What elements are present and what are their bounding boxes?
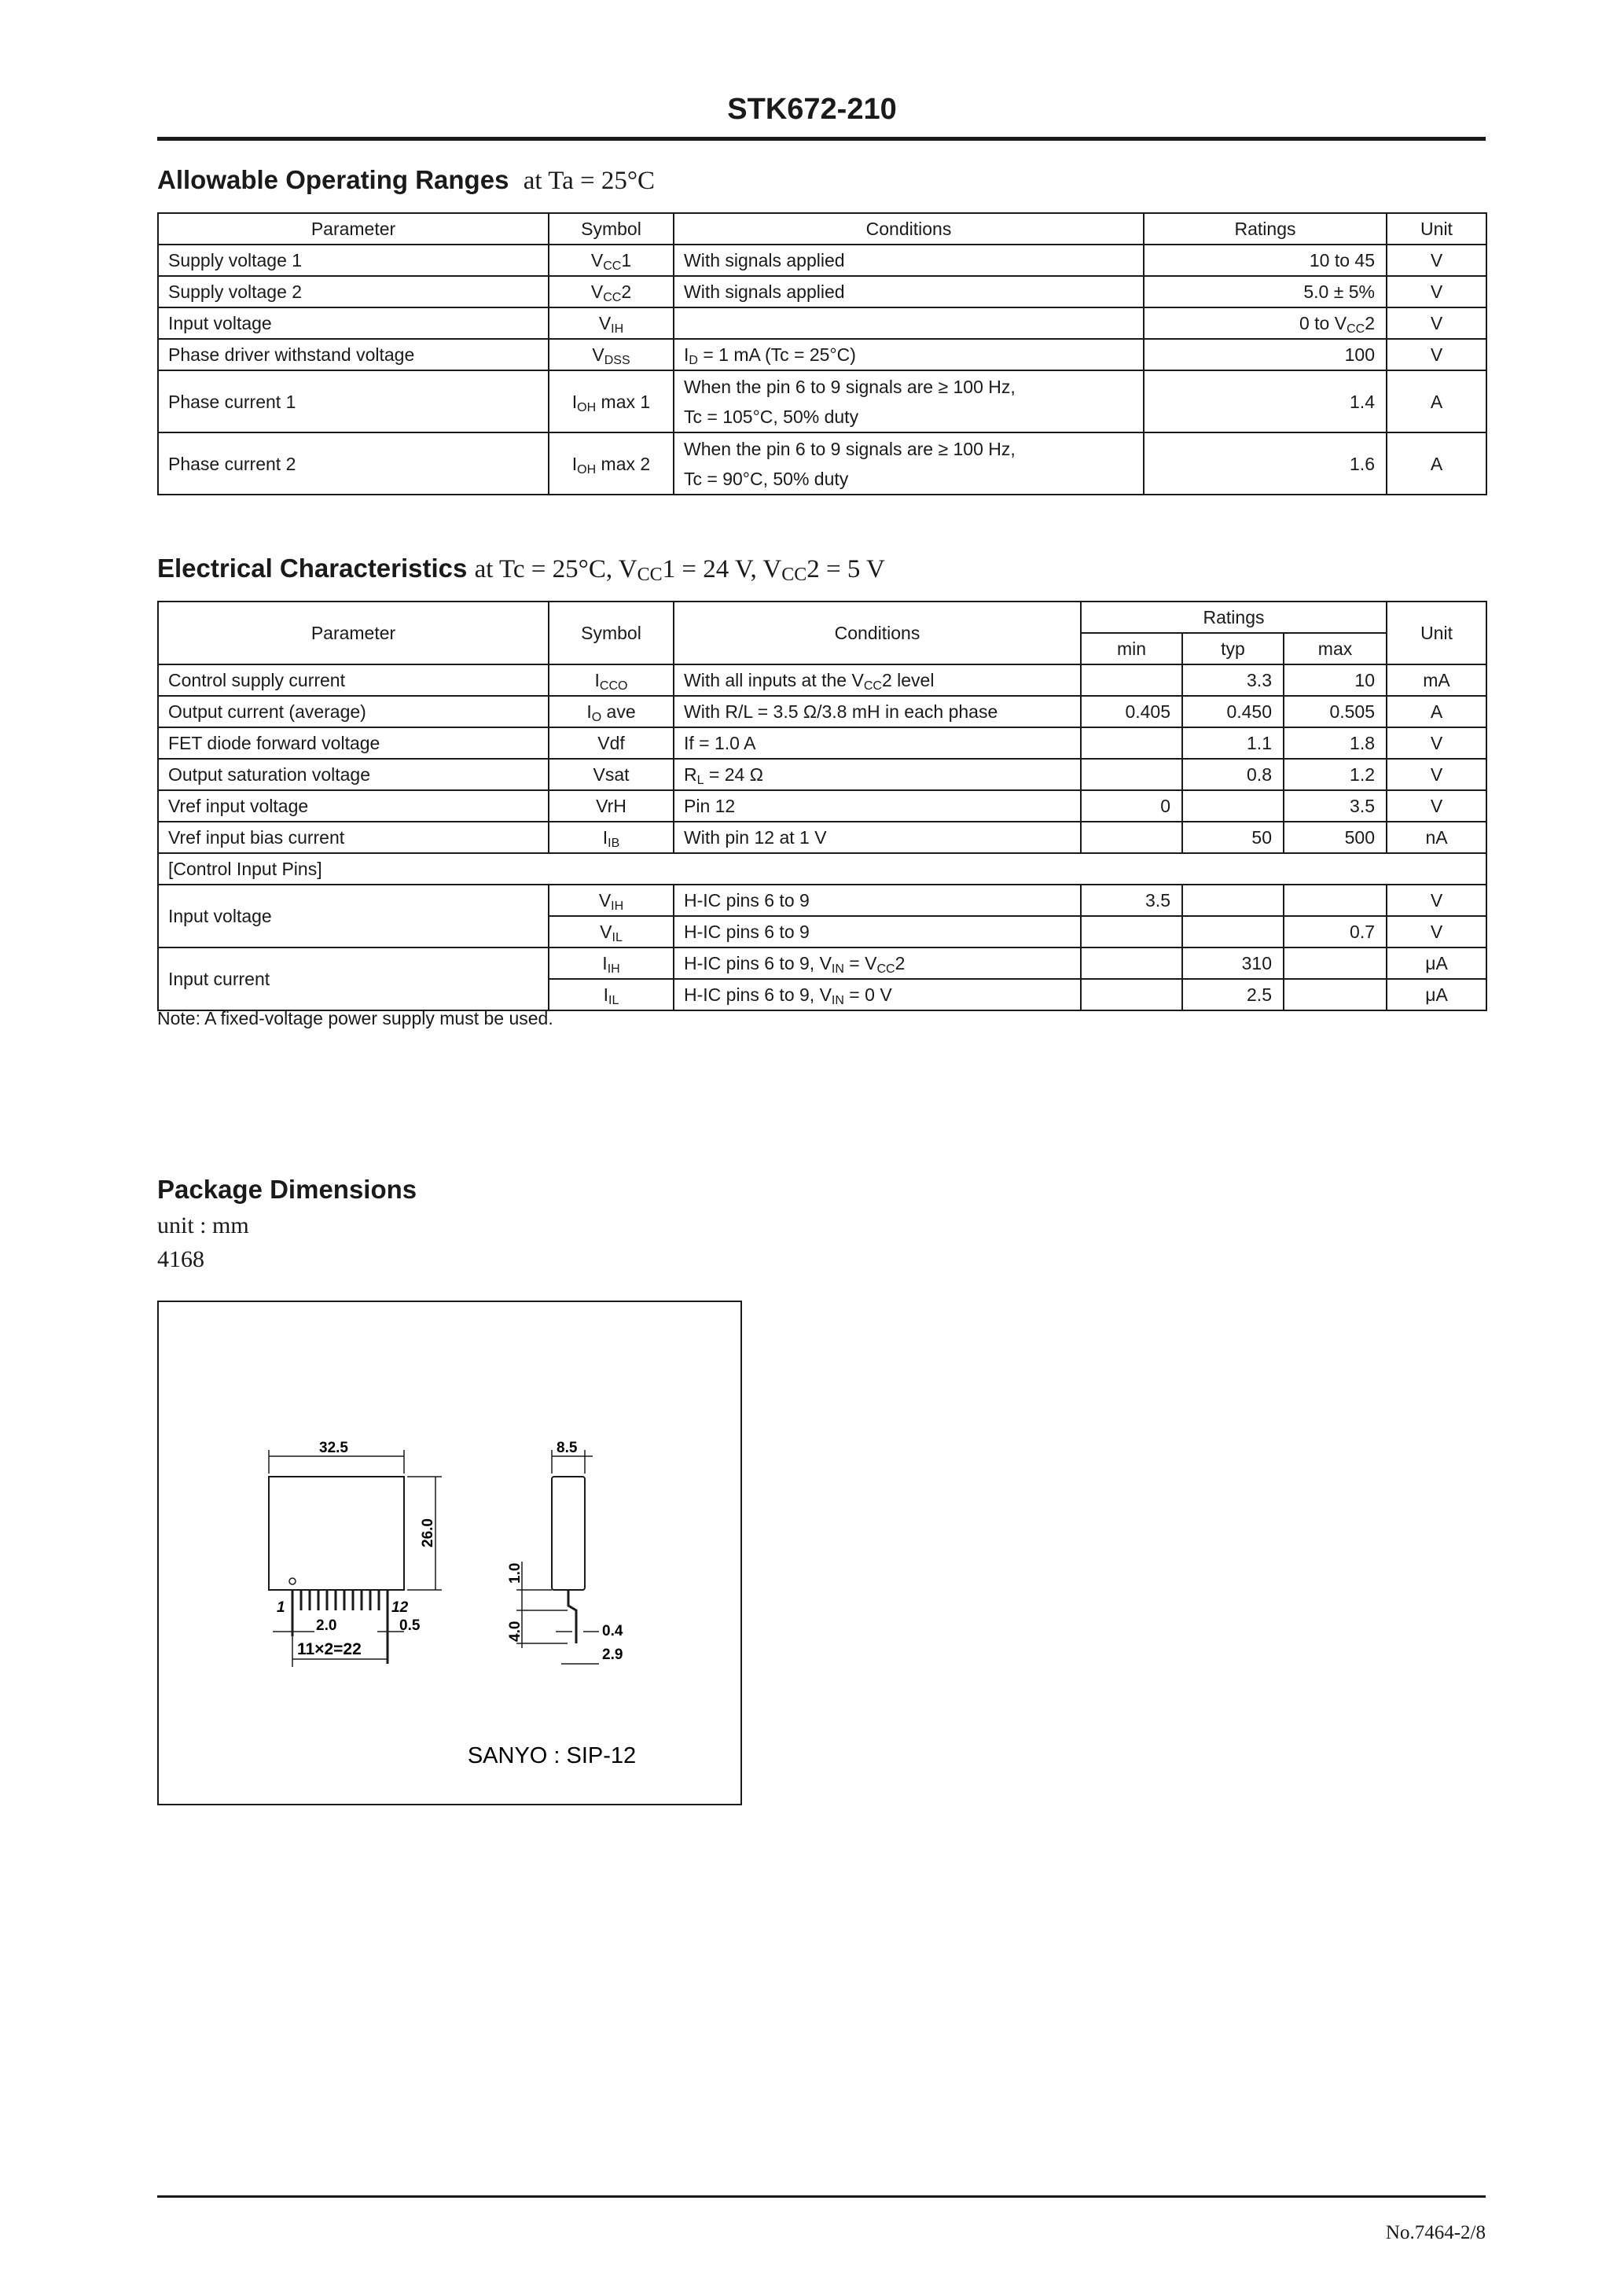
- symbol-main: I: [603, 984, 609, 1005]
- cond-sub: CC: [863, 679, 882, 693]
- cell-unit: V: [1387, 916, 1486, 947]
- cell-parameter: Input current: [158, 947, 549, 1010]
- cell-max: 0.505: [1284, 696, 1387, 727]
- cell-symbol: [549, 432, 674, 495]
- cell-parameter: FET diode forward voltage: [158, 727, 549, 759]
- header-parameter: Parameter: [158, 213, 549, 245]
- cell-max: 1.2: [1284, 759, 1387, 790]
- cond-main: R: [684, 764, 697, 785]
- cond-after: 2: [895, 953, 906, 973]
- table-row: [158, 370, 1486, 432]
- symbol-sub: CC: [603, 259, 622, 273]
- symbol-sub: OH: [577, 462, 597, 476]
- cell-unit: μA: [1387, 979, 1486, 1010]
- electrical-title: [157, 554, 885, 584]
- cell-max: 10: [1284, 664, 1387, 696]
- cond-part-c: 2 = 5 V: [806, 555, 885, 583]
- cell-typ: [1182, 916, 1284, 947]
- cond-sub: L: [696, 774, 704, 787]
- header-conditions: Conditions: [674, 213, 1144, 245]
- header-max: max: [1284, 633, 1387, 664]
- electrical-condition: [475, 555, 885, 583]
- cell-max: [1284, 947, 1387, 979]
- symbol-after: 2: [621, 281, 632, 302]
- cell-typ: [1182, 790, 1284, 822]
- electrical-table: [157, 601, 1487, 1011]
- cell-parameter: Control supply current: [158, 664, 549, 696]
- table-row: [158, 790, 1486, 822]
- cell-symbol: [549, 370, 674, 432]
- symbol-main: V: [590, 250, 604, 270]
- table-row: [158, 759, 1486, 790]
- package-code: 4168: [157, 1246, 204, 1272]
- cell-rating: 1.6: [1144, 432, 1387, 495]
- cell-rating: 10 to 45: [1144, 245, 1387, 276]
- rating-sub: CC: [1347, 322, 1365, 336]
- cell-max: [1284, 885, 1387, 916]
- cell-max: 1.8: [1284, 727, 1387, 759]
- cell-symbol: [549, 916, 674, 947]
- dim-lead-standoff: 1.0: [507, 1562, 524, 1584]
- cond-sub-2: CC: [876, 962, 895, 976]
- cell-conditions: With signals applied: [674, 245, 1144, 276]
- cell-parameter: Output saturation voltage: [158, 759, 549, 790]
- cell-typ: 310: [1182, 947, 1284, 979]
- table-row: [158, 885, 1486, 916]
- package-title: Package Dimensions: [157, 1175, 417, 1204]
- allowable-title: [157, 165, 655, 196]
- part-number-title: STK672-210: [727, 93, 897, 126]
- cond-main: H-IC pins 6 to 9, V: [684, 984, 832, 1005]
- table-row: [158, 696, 1486, 727]
- cell-parameter: Supply voltage 1: [158, 245, 549, 276]
- doc-number: No.7464-2/8: [1385, 2222, 1486, 2243]
- symbol-main: I: [571, 453, 578, 474]
- cell-unit: nA: [1387, 822, 1486, 853]
- cell-conditions: [674, 370, 1144, 432]
- package-drawing-box: [157, 1301, 742, 1805]
- cell-parameter: Phase driver withstand voltage: [158, 339, 549, 370]
- symbol-after: max 1: [596, 391, 651, 412]
- cell-conditions: [674, 979, 1081, 1010]
- cell-symbol: Vdf: [549, 727, 674, 759]
- cell-conditions: H-IC pins 6 to 9: [674, 885, 1081, 916]
- header-unit: Unit: [1387, 602, 1486, 664]
- cell-unit: A: [1387, 432, 1486, 495]
- symbol-main: I: [602, 827, 608, 848]
- symbol-after: 1: [621, 250, 632, 270]
- header-conditions: Conditions: [674, 602, 1081, 664]
- package-leads: [292, 1590, 388, 1610]
- rating-main: 0 to V: [1299, 313, 1347, 333]
- cell-unit: V: [1387, 307, 1486, 339]
- cell-unit: μA: [1387, 947, 1486, 979]
- cell-typ: 0.450: [1182, 696, 1284, 727]
- cell-min: 3.5: [1081, 885, 1182, 916]
- note-text: Note: A fixed-voltage power supply must be used.: [157, 1008, 553, 1028]
- cell-conditions: H-IC pins 6 to 9: [674, 916, 1081, 947]
- symbol-sub: DSS: [604, 354, 630, 367]
- cell-unit: mA: [1387, 664, 1486, 696]
- cell-typ: 1.1: [1182, 727, 1284, 759]
- header-symbol: Symbol: [549, 602, 674, 664]
- dim-pitch: 2.0: [316, 1617, 337, 1634]
- symbol-sub: IL: [612, 931, 623, 944]
- cond-after: 2 level: [881, 670, 935, 690]
- cell-typ: 2.5: [1182, 979, 1284, 1010]
- cell-conditions: [674, 947, 1081, 979]
- dim-depth: 8.5: [557, 1440, 578, 1456]
- symbol-main: V: [590, 281, 604, 302]
- dim-height: 26.0: [420, 1518, 436, 1547]
- cell-symbol: [549, 822, 674, 853]
- header-ratings: Ratings: [1081, 602, 1387, 633]
- cell-rating: [1144, 307, 1387, 339]
- group-label-control-input-pins: [Control Input Pins]: [158, 853, 1486, 885]
- cell-min: [1081, 947, 1182, 979]
- cell-typ: 0.8: [1182, 759, 1284, 790]
- cond-main: With all inputs at the V: [684, 670, 864, 690]
- cell-unit: V: [1387, 790, 1486, 822]
- lead-dimension: [516, 1562, 599, 1664]
- cell-min: 0.405: [1081, 696, 1182, 727]
- cond-sub: IN: [831, 994, 844, 1007]
- table-row: [158, 276, 1486, 307]
- symbol-sub: IH: [607, 962, 620, 976]
- header-rule: [157, 137, 1486, 141]
- cond-line-2: Tc = 90°C, 50% duty: [684, 468, 849, 489]
- cell-min: [1081, 822, 1182, 853]
- cell-min: [1081, 727, 1182, 759]
- rating-after: 2: [1365, 313, 1375, 333]
- cond-after: = 24 Ω: [704, 764, 763, 785]
- cell-symbol: [549, 696, 674, 727]
- package-front-body: [269, 1477, 404, 1590]
- cell-parameter: Input voltage: [158, 885, 549, 947]
- symbol-main: V: [598, 313, 612, 333]
- cell-parameter: Input voltage: [158, 307, 549, 339]
- cond-main: H-IC pins 6 to 9, V: [684, 953, 832, 973]
- symbol-sub: CC: [603, 291, 622, 304]
- pin1-marker: [289, 1578, 296, 1584]
- cell-unit: A: [1387, 370, 1486, 432]
- cell-typ: 50: [1182, 822, 1284, 853]
- symbol-sub: IL: [608, 994, 619, 1007]
- cell-conditions: With pin 12 at 1 V: [674, 822, 1081, 853]
- cell-typ: [1182, 885, 1284, 916]
- table-row: [158, 822, 1486, 853]
- cell-symbol: [549, 885, 674, 916]
- cell-max: [1284, 979, 1387, 1010]
- dim-lead-span: 2.9: [602, 1647, 623, 1663]
- symbol-sub: CCO: [599, 679, 628, 693]
- cell-min: [1081, 916, 1182, 947]
- cell-unit: V: [1387, 245, 1486, 276]
- cell-unit: V: [1387, 885, 1486, 916]
- cell-conditions: [674, 339, 1144, 370]
- cond-part-a: at Tc = 25°C, V: [474, 555, 637, 583]
- cell-symbol: [549, 979, 674, 1010]
- header-typ: typ: [1182, 633, 1284, 664]
- cell-parameter: Phase current 2: [158, 432, 549, 495]
- dim-lead-thickness: 0.4: [602, 1623, 623, 1639]
- allowable-condition: at Ta = 25°C: [523, 167, 656, 195]
- cell-unit: V: [1387, 759, 1486, 790]
- cond-mid: = V: [843, 953, 877, 973]
- cell-parameter: Supply voltage 2: [158, 276, 549, 307]
- cell-symbol: VrH: [549, 790, 674, 822]
- package-drawing: [159, 1302, 740, 1804]
- symbol-sub: IH: [611, 322, 624, 336]
- cond-sub-1: CC: [637, 565, 663, 585]
- cell-symbol: [549, 339, 674, 370]
- header-unit: Unit: [1387, 213, 1486, 245]
- allowable-table: [157, 212, 1487, 495]
- cell-symbol: [549, 947, 674, 979]
- cond-sub: D: [689, 354, 698, 367]
- table-row: [158, 339, 1486, 370]
- dim-lead-length: 4.0: [507, 1621, 524, 1642]
- symbol-main: V: [592, 344, 604, 365]
- cell-max: 3.5: [1284, 790, 1387, 822]
- symbol-after: max 2: [596, 453, 651, 474]
- cell-rating: 1.4: [1144, 370, 1387, 432]
- table-header-row: [158, 213, 1486, 245]
- dim-pitch-total: 11×2=22: [297, 1640, 362, 1658]
- pin-first-label: 1: [277, 1599, 285, 1616]
- cond-sub-2: CC: [781, 565, 807, 585]
- cell-max: 0.7: [1284, 916, 1387, 947]
- package-side-body: [552, 1477, 585, 1590]
- symbol-sub: O: [591, 711, 602, 724]
- cell-conditions: Pin 12: [674, 790, 1081, 822]
- table-row: [158, 307, 1486, 339]
- cell-parameter: Output current (average): [158, 696, 549, 727]
- table-row: [158, 947, 1486, 979]
- header-parameter: Parameter: [158, 602, 549, 664]
- symbol-main: I: [586, 701, 592, 722]
- header-symbol: Symbol: [549, 213, 674, 245]
- cell-unit: A: [1387, 696, 1486, 727]
- cond-main: I: [684, 344, 689, 365]
- cell-conditions: [674, 759, 1081, 790]
- cell-conditions: With signals applied: [674, 276, 1144, 307]
- cell-symbol: [549, 276, 674, 307]
- cond-line-1: When the pin 6 to 9 signals are ≥ 100 Hz,: [684, 376, 1016, 397]
- cell-symbol: Vsat: [549, 759, 674, 790]
- cond-part-b: 1 = 24 V, V: [662, 555, 782, 583]
- symbol-sub: OH: [577, 400, 597, 414]
- symbol-sub: IH: [611, 900, 624, 913]
- cell-conditions: [674, 432, 1144, 495]
- symbol-sub: IB: [608, 837, 620, 850]
- cell-unit: V: [1387, 339, 1486, 370]
- cell-conditions: With R/L = 3.5 Ω/3.8 mH in each phase: [674, 696, 1081, 727]
- dim-width: 32.5: [319, 1440, 348, 1456]
- symbol-after: ave: [601, 701, 636, 722]
- cell-unit: V: [1387, 276, 1486, 307]
- table-header-row: [158, 602, 1486, 633]
- cond-after: = 1 mA (Tc = 25°C): [697, 344, 856, 365]
- header-min: min: [1081, 633, 1182, 664]
- cell-symbol: [549, 245, 674, 276]
- pin-last-label: 12: [391, 1599, 409, 1616]
- symbol-main: I: [571, 391, 578, 412]
- cell-rating: 100: [1144, 339, 1387, 370]
- electrical-title-text: Electrical Characteristics: [157, 554, 468, 583]
- header-ratings: Ratings: [1144, 213, 1387, 245]
- cell-symbol: [549, 307, 674, 339]
- cell-conditions: [674, 664, 1081, 696]
- cell-min: 0: [1081, 790, 1182, 822]
- symbol-main: I: [594, 670, 600, 690]
- footer-rule: [157, 2195, 1486, 2198]
- table-row: [158, 245, 1486, 276]
- table-row: [158, 664, 1486, 696]
- cell-max: 500: [1284, 822, 1387, 853]
- cond-line-2: Tc = 105°C, 50% duty: [684, 406, 859, 427]
- table-row: [158, 727, 1486, 759]
- cond-sub: IN: [831, 962, 844, 976]
- table-group-row: [158, 853, 1486, 885]
- cell-min: [1081, 759, 1182, 790]
- symbol-main: V: [598, 890, 612, 911]
- cell-min: [1081, 979, 1182, 1010]
- table-row: [158, 432, 1486, 495]
- side-lead: [568, 1590, 576, 1643]
- cell-conditions: [674, 307, 1144, 339]
- package-name: SANYO : SIP-12: [467, 1743, 637, 1768]
- symbol-main: I: [602, 953, 608, 973]
- symbol-main: V: [600, 922, 612, 942]
- cell-parameter: Phase current 1: [158, 370, 549, 432]
- cell-parameter: Vref input voltage: [158, 790, 549, 822]
- cond-mid: = 0 V: [843, 984, 892, 1005]
- cell-conditions: If = 1.0 A: [674, 727, 1081, 759]
- cell-typ: 3.3: [1182, 664, 1284, 696]
- allowable-title-text: Allowable Operating Ranges: [157, 165, 509, 194]
- dim-lead-width: 0.5: [399, 1617, 421, 1634]
- package-unit: unit : mm: [157, 1212, 249, 1238]
- cell-symbol: [549, 664, 674, 696]
- cell-rating: 5.0 ± 5%: [1144, 276, 1387, 307]
- cell-min: [1081, 664, 1182, 696]
- cell-unit: V: [1387, 727, 1486, 759]
- cell-parameter: Vref input bias current: [158, 822, 549, 853]
- cond-line-1: When the pin 6 to 9 signals are ≥ 100 Hz,: [684, 438, 1016, 459]
